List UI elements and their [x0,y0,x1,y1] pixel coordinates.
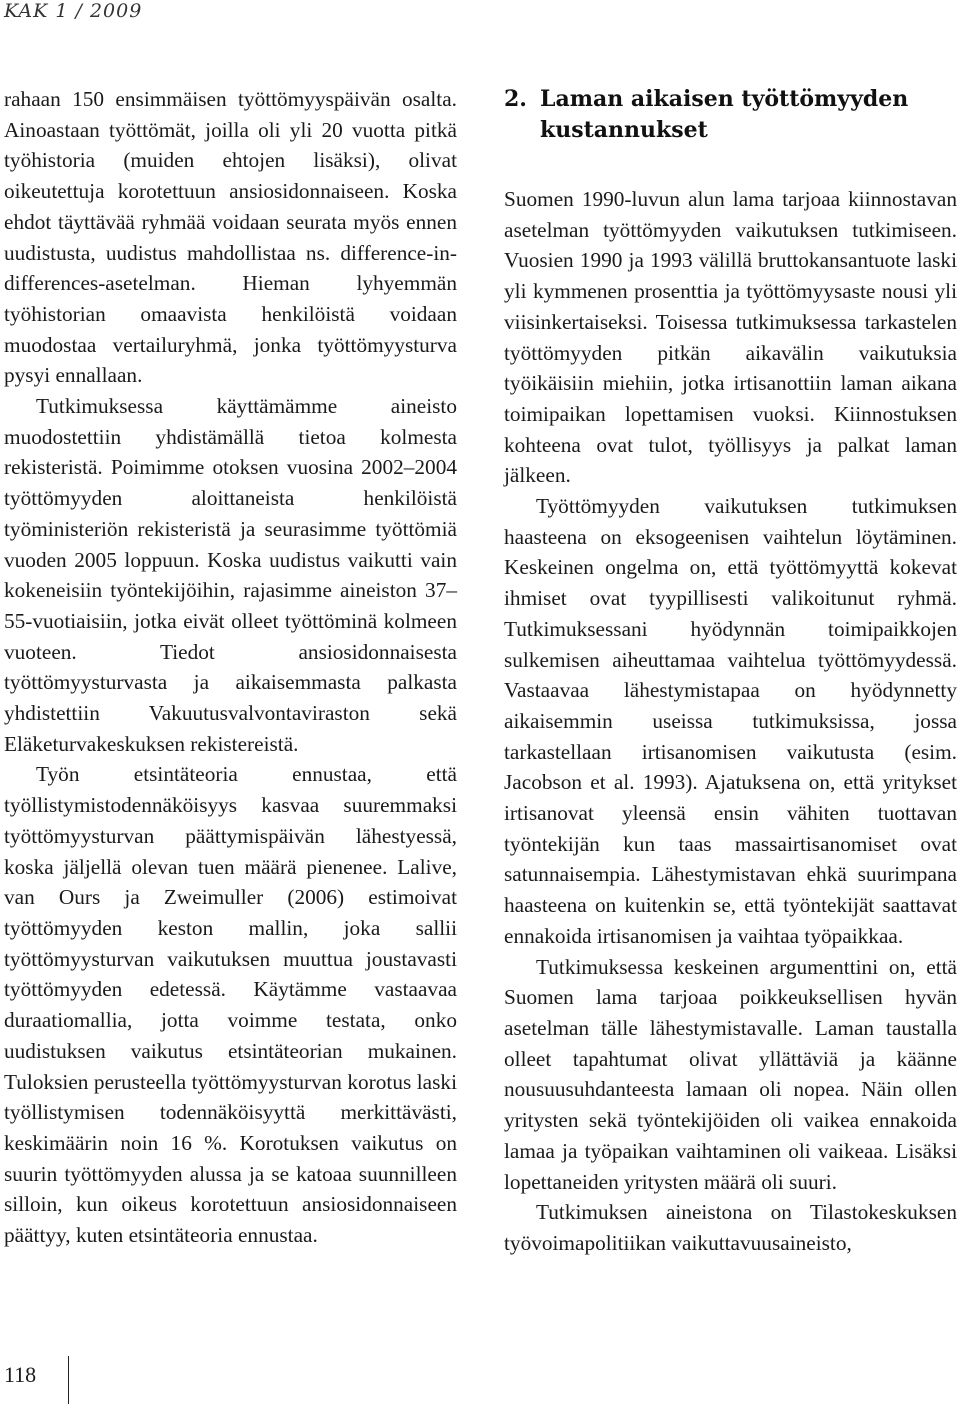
left-column [4,84,457,1251]
right-column [504,84,957,1259]
section-title-line2: kustannukset [540,117,708,143]
running-header: KAK 1 / 2009 [4,0,143,22]
paragraph: Suomen 1990-luvun alun lama tarjoaa kiinnostavan asetelman työttömyyden vaikutuksen tutkimiseen. Vuosien 1990 ja 1993 välillä bruttokansantuote laski yli kymmenen prosenttia ja työttömyysaste nousi yli viisinkertaiseksi. Toisessa tutkimuksessa tarkastelen työttömyyden pitkän aikavälin vaikutuksia työikäisiin miehiin, jotka irtisanottiin laman aikana toimipaikan lopettamisen vuoksi. Kiinnostuksen kohteena ovat tulot, työllisyys ja palkat laman jälkeen. [504,187,957,488]
section-title-line1: Laman aikaisen työttömyyden [540,86,909,112]
page-number: 118 [4,1362,37,1387]
paragraph: Työn etsintäteoria ennustaa, että työllistymistodennäköisyys kasvaa suuremmaksi työttömyysturvan päättymispäivän lähestyessä, koska jäljellä olevan tuen määrä pienenee. Lalive, van Ours ja Zweimuller (2006) estimoivat työttömyyden keston mallin, joka sallii työttömyysturvan vaikutuksen muuttua joustavasti työttömyyden edetessä. Käytämme vastaavaa duraatiomallia, jotta voimme testata, onko uudistuksen vaikutus etsintäteorian mukainen. Tuloksien perusteella työttömyysturvan korotus laski työllistymisen todennäköisyyttä merkittävästi, keskimäärin noin 16 %. Korotuksen vaikutus on suurin työttömyyden alussa ja se katoaa suunnilleen silloin, kun oikeus korotettuun ansiosidonnaiseen päättyy, kuten etsintäteoria ennustaa. [4,762,457,1248]
paragraph: Työttömyyden vaikutuksen tutkimuksen haasteena on eksogeenisen vaihtelun löytäminen. Keskeinen ongelma on, että työttömyyttä kokevat ihmiset ovat tyypillisesti valikoitunut ryhmä. Tutkimuksessani hyödynnän toimipaikkojen sulkemisen aiheuttamaa vaihtelua työttömyydessä. Vastaavaa lähestymistapaa on hyödynnetty aikaisemmin useissa tutkimuksissa, jossa tarkastellaan irtisanomisen vaikutusta (esim. Jacobson et al. 1993). Ajatuksena on, että yritykset irtisanovat yleensä ensin vähiten tuottavan työntekijän kun taas massairtisanomiset ovat satunnaisempia. Lähestymistavan ehkä suurimpana haasteena on kuitenkin se, että työntekijät saattavat ennakoida irtisanomisen ja vaihtaa työpaikkaa. [504,494,957,948]
paragraph: Tutkimuksessa keskeinen argumenttini on, että Suomen lama tarjoaa poikkeuksellisen hyvän asetelman tälle lähestymistavalle. Laman taustalla olleet tapahtumat olivat yllättäviä ja käänne nousuusuhdanteesta lamaan oli nopea. Näin ollen yritysten sekä työntekijöiden oli vaikea ennakoida lamaa ja työpaikan vaihtaminen oli vaikeaa. Lisäksi lopettaneiden yritysten määrä oli suuri. [504,954,957,1194]
paragraph: rahaan 150 ensimmäisen työttömyyspäivän osalta. Ainoastaan työttömät, joilla oli yli 20 vuotta pitkä työhistoria (muiden ehtojen lisäksi), olivat oikeutettuja korotettuun ansiosidonnaiseen. Koska ehdot täyttävää ryhmää voidaan seurata myös ennen uudistusta, uudistus mahdollistaa ns. difference-in-differences-asetelman. Hieman lyhyemmän työhistorian omaavista henkilöistä voidaan muodostaa vertailuryhmä, jonka työttömyysturva pysyi ennallaan. [4,87,457,388]
paragraph: Tutkimuksen aineistona on Tilastokeskuksen työvoimapolitiikan vaikuttavuusaineisto, [504,1200,957,1255]
page-number-divider [68,1356,69,1404]
section-number: 2. [504,86,527,112]
section-heading [504,84,957,146]
paragraph: Tutkimuksessa käyttämämme aineisto muodostettiin yhdistämällä tietoa kolmesta rekisteristä. Poimimme otoksen vuosina 2002–2004 työttömyyden aloittaneista henkilöistä työministeriön rekisteristä ja seurasimme työttömiä vuoden 2005 loppuun. Koska uudistus vaikutti vain kokeneisiin työntekijöihin, rajasimme aineiston 37–55-vuotiaisiin, jotka eivät olleet työttöminä kolmeen vuoteen. Tiedot ansiosidonnaisesta työttömyysturvasta ja aikaisemmasta palkasta yhdistettiin Vakuutusvalvontaviraston sekä Eläketurvakeskuksen rekistereistä. [4,394,457,756]
